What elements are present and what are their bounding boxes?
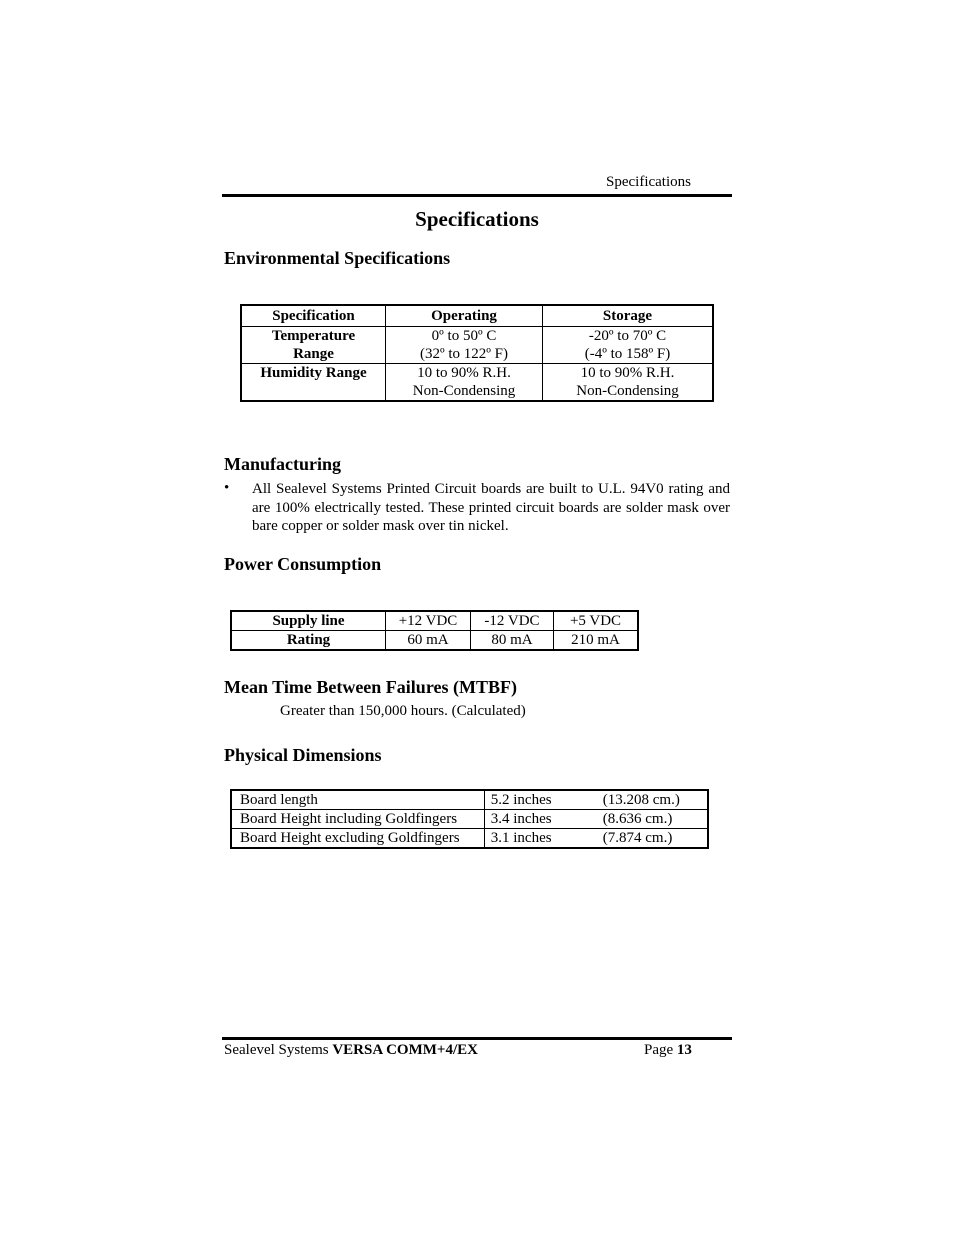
table-row xyxy=(231,631,638,651)
cell-line: (-4º to 158º F) xyxy=(584,346,671,362)
table-cell: 80 mA xyxy=(471,631,554,651)
cell-line: 0º to 50º C xyxy=(431,328,497,344)
row-label-line: Temperature xyxy=(271,328,356,344)
table-row xyxy=(231,829,708,849)
footer-product: VERSA COMM+4/EX xyxy=(332,1042,478,1058)
table-cell: 60 mA xyxy=(386,631,471,651)
table-row xyxy=(241,364,713,402)
row-label: Rating xyxy=(231,631,386,651)
dimension-inches: 3.4 inches xyxy=(490,811,552,827)
dimension-cm: (7.874 cm.) xyxy=(602,830,673,846)
dimension-label: Board length xyxy=(231,790,484,810)
column-header: Operating xyxy=(386,305,543,327)
bullet-marker: • xyxy=(224,480,230,496)
dimension-value xyxy=(484,790,708,810)
mtbf-text: Greater than 150,000 hours. (Calculated) xyxy=(280,703,526,719)
column-header: Storage xyxy=(543,305,714,327)
dimension-inches: 3.1 inches xyxy=(490,830,552,846)
footer-rule xyxy=(222,1037,732,1040)
page-title: Specifications xyxy=(415,207,539,231)
environmental-heading: Environmental Specifications xyxy=(224,248,451,268)
table-cell xyxy=(543,327,714,364)
cell-line: 10 to 90% R.H. xyxy=(417,365,511,381)
table-cell xyxy=(386,327,543,364)
environmental-table xyxy=(240,304,714,402)
manufacturing-heading: Manufacturing xyxy=(224,454,341,474)
mtbf-heading: Mean Time Between Failures (MTBF) xyxy=(224,677,517,697)
page-number: 13 xyxy=(676,1042,692,1058)
cell-line: 10 to 90% R.H. xyxy=(580,365,675,381)
running-header: Specifications xyxy=(606,174,691,190)
cell-line: (32º to 122º F) xyxy=(419,346,509,362)
dimension-cm: (13.208 cm.) xyxy=(602,792,680,808)
power-table xyxy=(230,610,639,651)
physical-heading: Physical Dimensions xyxy=(224,745,382,765)
dimension-cm: (8.636 cm.) xyxy=(602,811,673,827)
dimension-label: Board Height including Goldfingers xyxy=(231,810,484,829)
cell-line: Non-Condensing xyxy=(412,383,516,399)
table-header-row xyxy=(241,305,713,327)
column-header: Specification xyxy=(241,305,386,327)
table-cell: +5 VDC xyxy=(554,611,639,631)
cell-line: Non-Condensing xyxy=(576,383,679,399)
footer-page-number xyxy=(644,1042,692,1059)
table-cell xyxy=(543,364,714,402)
footer-product-line xyxy=(224,1042,478,1059)
dimension-value xyxy=(484,810,708,829)
dimension-inches: 5.2 inches xyxy=(490,792,552,808)
header-rule xyxy=(222,194,732,197)
row-label xyxy=(241,364,386,402)
cell-line: -20º to 70º C xyxy=(588,328,667,344)
table-row xyxy=(231,810,708,829)
page-label: Page xyxy=(644,1042,674,1058)
table-cell: 210 mA xyxy=(554,631,639,651)
dimension-label: Board Height excluding Goldfingers xyxy=(231,829,484,849)
table-cell xyxy=(386,364,543,402)
row-label xyxy=(241,327,386,364)
row-label: Supply line xyxy=(231,611,386,631)
table-row xyxy=(231,790,708,810)
row-label-line: Range xyxy=(293,346,334,362)
table-cell: +12 VDC xyxy=(386,611,471,631)
physical-dimensions-table xyxy=(230,789,709,849)
power-heading: Power Consumption xyxy=(224,554,382,574)
manufacturing-text: All Sealevel Systems Printed Circuit boards are built to U.L. 94V0 rating and are 100% electrically tested. These printed circuit boards are solder mask over bare copper or solder mask over tin nickel. xyxy=(252,481,730,534)
table-cell: -12 VDC xyxy=(471,611,554,631)
dimension-value xyxy=(484,829,708,849)
table-row xyxy=(241,327,713,364)
table-row xyxy=(231,611,638,631)
row-label-line: Humidity Range xyxy=(260,365,367,381)
footer-company: Sealevel Systems xyxy=(224,1042,329,1058)
